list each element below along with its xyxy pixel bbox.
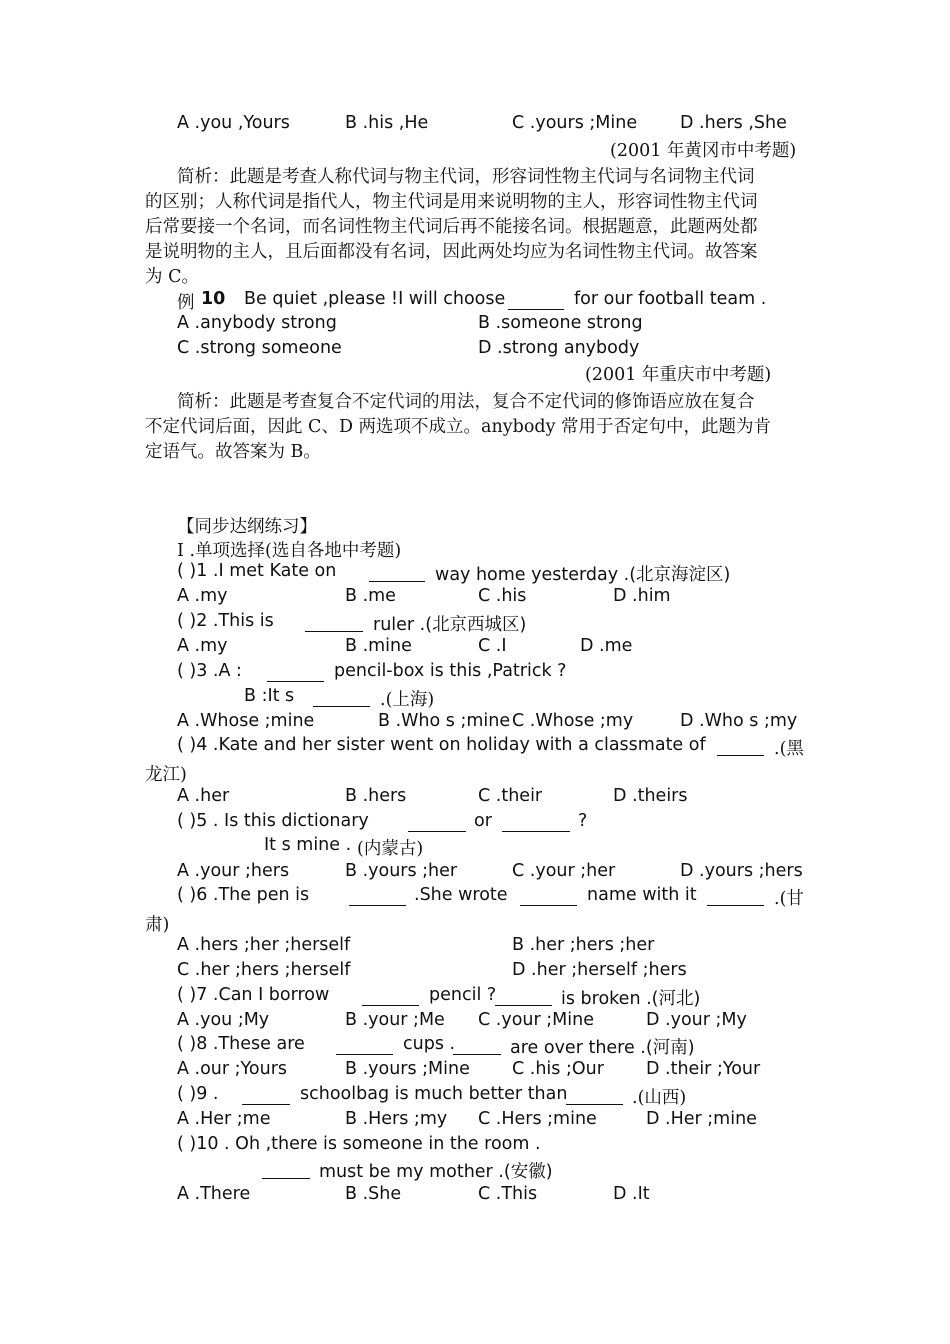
- q8-stem-start: ( )8 .These are: [177, 1034, 305, 1054]
- q8-stem-mid: cups .: [403, 1034, 456, 1054]
- q8-option-b: B .yours ;Mine: [345, 1059, 470, 1079]
- q6-option-c: C .her ;hers ;herself: [177, 960, 351, 980]
- q5-blank-2: [502, 813, 570, 832]
- ex10-source: (2001 年重庆市中考题): [585, 365, 772, 385]
- q8-option-a: A .our ;Yours: [177, 1059, 288, 1079]
- analysis1-line2: 的区别；人称代词是指代人，物主代词是用来说明物的主人，形容词性物主代词: [145, 192, 758, 212]
- q10-option-c: C .This: [478, 1184, 538, 1204]
- q8-option-c: C .his ;Our: [512, 1059, 604, 1079]
- q3-option-d: D .Who s ;my: [680, 711, 798, 731]
- q4-source-start: .(黑: [774, 739, 804, 759]
- q9-stem-start: ( )9 .: [177, 1084, 219, 1104]
- ex10-option-b: B .someone strong: [478, 313, 643, 333]
- ex10-option-c: C .strong someone: [177, 338, 342, 358]
- q4-option-c: C .their: [478, 786, 543, 806]
- analysis1-line1: 简析：此题是考查人称代词与物主代词，形容词性物主代词与名词物主代词: [177, 167, 755, 187]
- q4-option-d: D .theirs: [613, 786, 688, 806]
- analysis2-line3: 定语气。故答案为 B。: [145, 442, 321, 462]
- q10-option-d: D .It: [613, 1184, 650, 1204]
- q5-stem-start: ( )5 . Is this dictionary: [177, 811, 369, 831]
- q6-blank-2: [520, 887, 577, 906]
- q10-answer: must be my mother .(安徽): [319, 1162, 553, 1182]
- q3-answer-start: B :It s: [244, 686, 295, 706]
- q4-option-a: A .her: [177, 786, 230, 806]
- q1-stem-end: way home yesterday .(北京海淀区): [435, 565, 731, 585]
- q4-source-end: 龙江): [145, 765, 187, 785]
- q5-option-c: C .your ;her: [512, 861, 616, 881]
- practice-section-title: Ⅰ .单项选择(选自各地中考题): [177, 541, 402, 561]
- q6-stem-mid-2: name with it: [587, 885, 697, 905]
- q5-source: (内蒙古): [357, 839, 424, 859]
- ex9-source: (2001 年黄冈市中考题): [610, 141, 797, 161]
- q6-blank-1: [349, 887, 406, 906]
- ex10-stem-start: Be quiet ,please !I will choose: [244, 289, 506, 309]
- ex10-option-a: A .anybody strong: [177, 313, 337, 333]
- q3-blank-2: [313, 688, 370, 707]
- ex10-label: 例: [177, 293, 195, 313]
- q10-option-b: B .She: [345, 1184, 402, 1204]
- q6-blank-3: [707, 887, 764, 906]
- q9-option-a: A .Her ;me: [177, 1109, 271, 1129]
- ex9-option-c: C .yours ;Mine: [512, 113, 638, 133]
- q3-stem-mid: pencil-box is this ,Patrick ?: [334, 661, 567, 681]
- q7-option-a: A .you ;My: [177, 1010, 270, 1030]
- q7-stem-end: is broken .(河北): [561, 989, 701, 1009]
- ex9-option-b: B .his ,He: [345, 113, 429, 133]
- q8-blank-2: [453, 1036, 501, 1055]
- analysis1-line3: 后常要接一个名词，而名词性物主代词后再不能接名词。根据题意，此题两处都: [145, 217, 758, 237]
- ex10-stem-end: for our football team .: [574, 289, 767, 309]
- q9-source: .(山西): [632, 1088, 687, 1108]
- q1-option-c: C .his: [478, 586, 527, 606]
- q6-option-a: A .hers ;her ;herself: [177, 935, 351, 955]
- q3-source: .(上海): [380, 690, 435, 710]
- q6-source-start: .(甘: [774, 889, 804, 909]
- q1-option-d: D .him: [613, 586, 671, 606]
- q6-stem-mid-1: .She wrote: [414, 885, 508, 905]
- ex9-option-d: D .hers ,She: [680, 113, 787, 133]
- q7-option-d: D .your ;My: [646, 1010, 747, 1030]
- ex10-option-d: D .strong anybody: [478, 338, 640, 358]
- q6-source-end: 肃): [145, 915, 170, 935]
- q5-option-d: D .yours ;hers: [680, 861, 803, 881]
- q9-option-b: B .Hers ;my: [345, 1109, 448, 1129]
- q3-option-b: B .Who s ;mine: [378, 711, 511, 731]
- q2-option-d: D .me: [580, 636, 633, 656]
- q9-option-c: C .Hers ;mine: [478, 1109, 597, 1129]
- q9-option-d: D .Her ;mine: [646, 1109, 757, 1129]
- q9-blank-2: [566, 1086, 623, 1105]
- q3-option-a: A .Whose ;mine: [177, 711, 315, 731]
- q7-blank-2: [495, 987, 552, 1006]
- q3-option-c: C .Whose ;my: [512, 711, 634, 731]
- analysis2-line2: 不定代词后面，因此 C、D 两选项不成立。anybody 常用于否定句中，此题为肯: [145, 417, 772, 437]
- ex9-option-a: A .you ,Yours: [177, 113, 290, 133]
- analysis2-line1: 简析：此题是考查复合不定代词的用法，复合不定代词的修饰语应放在复合: [177, 392, 755, 412]
- q9-blank-1: [242, 1086, 290, 1105]
- q9-stem-mid: schoolbag is much better than: [300, 1084, 568, 1104]
- q7-option-c: C .your ;Mine: [478, 1010, 594, 1030]
- q5-answer: It s mine .: [264, 835, 352, 855]
- ex10-number: 10: [201, 289, 226, 309]
- q3-blank-1: [267, 663, 324, 682]
- q2-stem-end: ruler .(北京西城区): [373, 615, 527, 635]
- q6-option-d: D .her ;herself ;hers: [512, 960, 687, 980]
- q1-blank: [369, 563, 425, 582]
- q2-option-b: B .mine: [345, 636, 412, 656]
- q5-option-a: A .your ;hers: [177, 861, 290, 881]
- q3-stem-start: ( )3 .A :: [177, 661, 242, 681]
- analysis1-line4: 是说明物的主人，且后面都没有名词，因此两处均应为名词性物主代词。故答案: [145, 242, 758, 262]
- q1-stem-start: ( )1 .I met Kate on: [177, 561, 337, 581]
- q8-stem-end: are over there .(河南): [510, 1038, 695, 1058]
- q10-option-a: A .There: [177, 1184, 251, 1204]
- q7-blank-1: [362, 987, 419, 1006]
- q8-blank-1: [336, 1036, 393, 1055]
- q1-option-b: B .me: [345, 586, 396, 606]
- q10-stem: ( )10 . Oh ,there is someone in the room .: [177, 1134, 541, 1154]
- q10-blank: [262, 1160, 310, 1179]
- q7-stem-start: ( )7 .Can I borrow: [177, 985, 330, 1005]
- analysis1-line5: 为 C。: [145, 267, 199, 287]
- q5-or: or: [474, 811, 492, 831]
- q2-blank: [305, 613, 363, 632]
- q7-option-b: B .your ;Me: [345, 1010, 445, 1030]
- q4-stem-start: ( )4 .Kate and her sister went on holiday with a classmate of: [177, 735, 706, 755]
- q2-option-c: C .I: [478, 636, 507, 656]
- q7-stem-mid: pencil ?: [429, 985, 497, 1005]
- ex10-blank: [508, 291, 564, 310]
- q6-stem-start: ( )6 .The pen is: [177, 885, 310, 905]
- practice-heading: 【同步达纲练习】: [177, 517, 317, 537]
- q5-blank-1: [408, 813, 466, 832]
- q5-option-b: B .yours ;her: [345, 861, 458, 881]
- q4-blank: [717, 737, 764, 756]
- q1-option-a: A .my: [177, 586, 228, 606]
- q5-question-mark: ?: [578, 811, 588, 831]
- q8-option-d: D .their ;Your: [646, 1059, 761, 1079]
- q6-option-b: B .her ;hers ;her: [512, 935, 655, 955]
- q2-option-a: A .my: [177, 636, 228, 656]
- q4-option-b: B .hers: [345, 786, 407, 806]
- q2-stem-start: ( )2 .This is: [177, 611, 274, 631]
